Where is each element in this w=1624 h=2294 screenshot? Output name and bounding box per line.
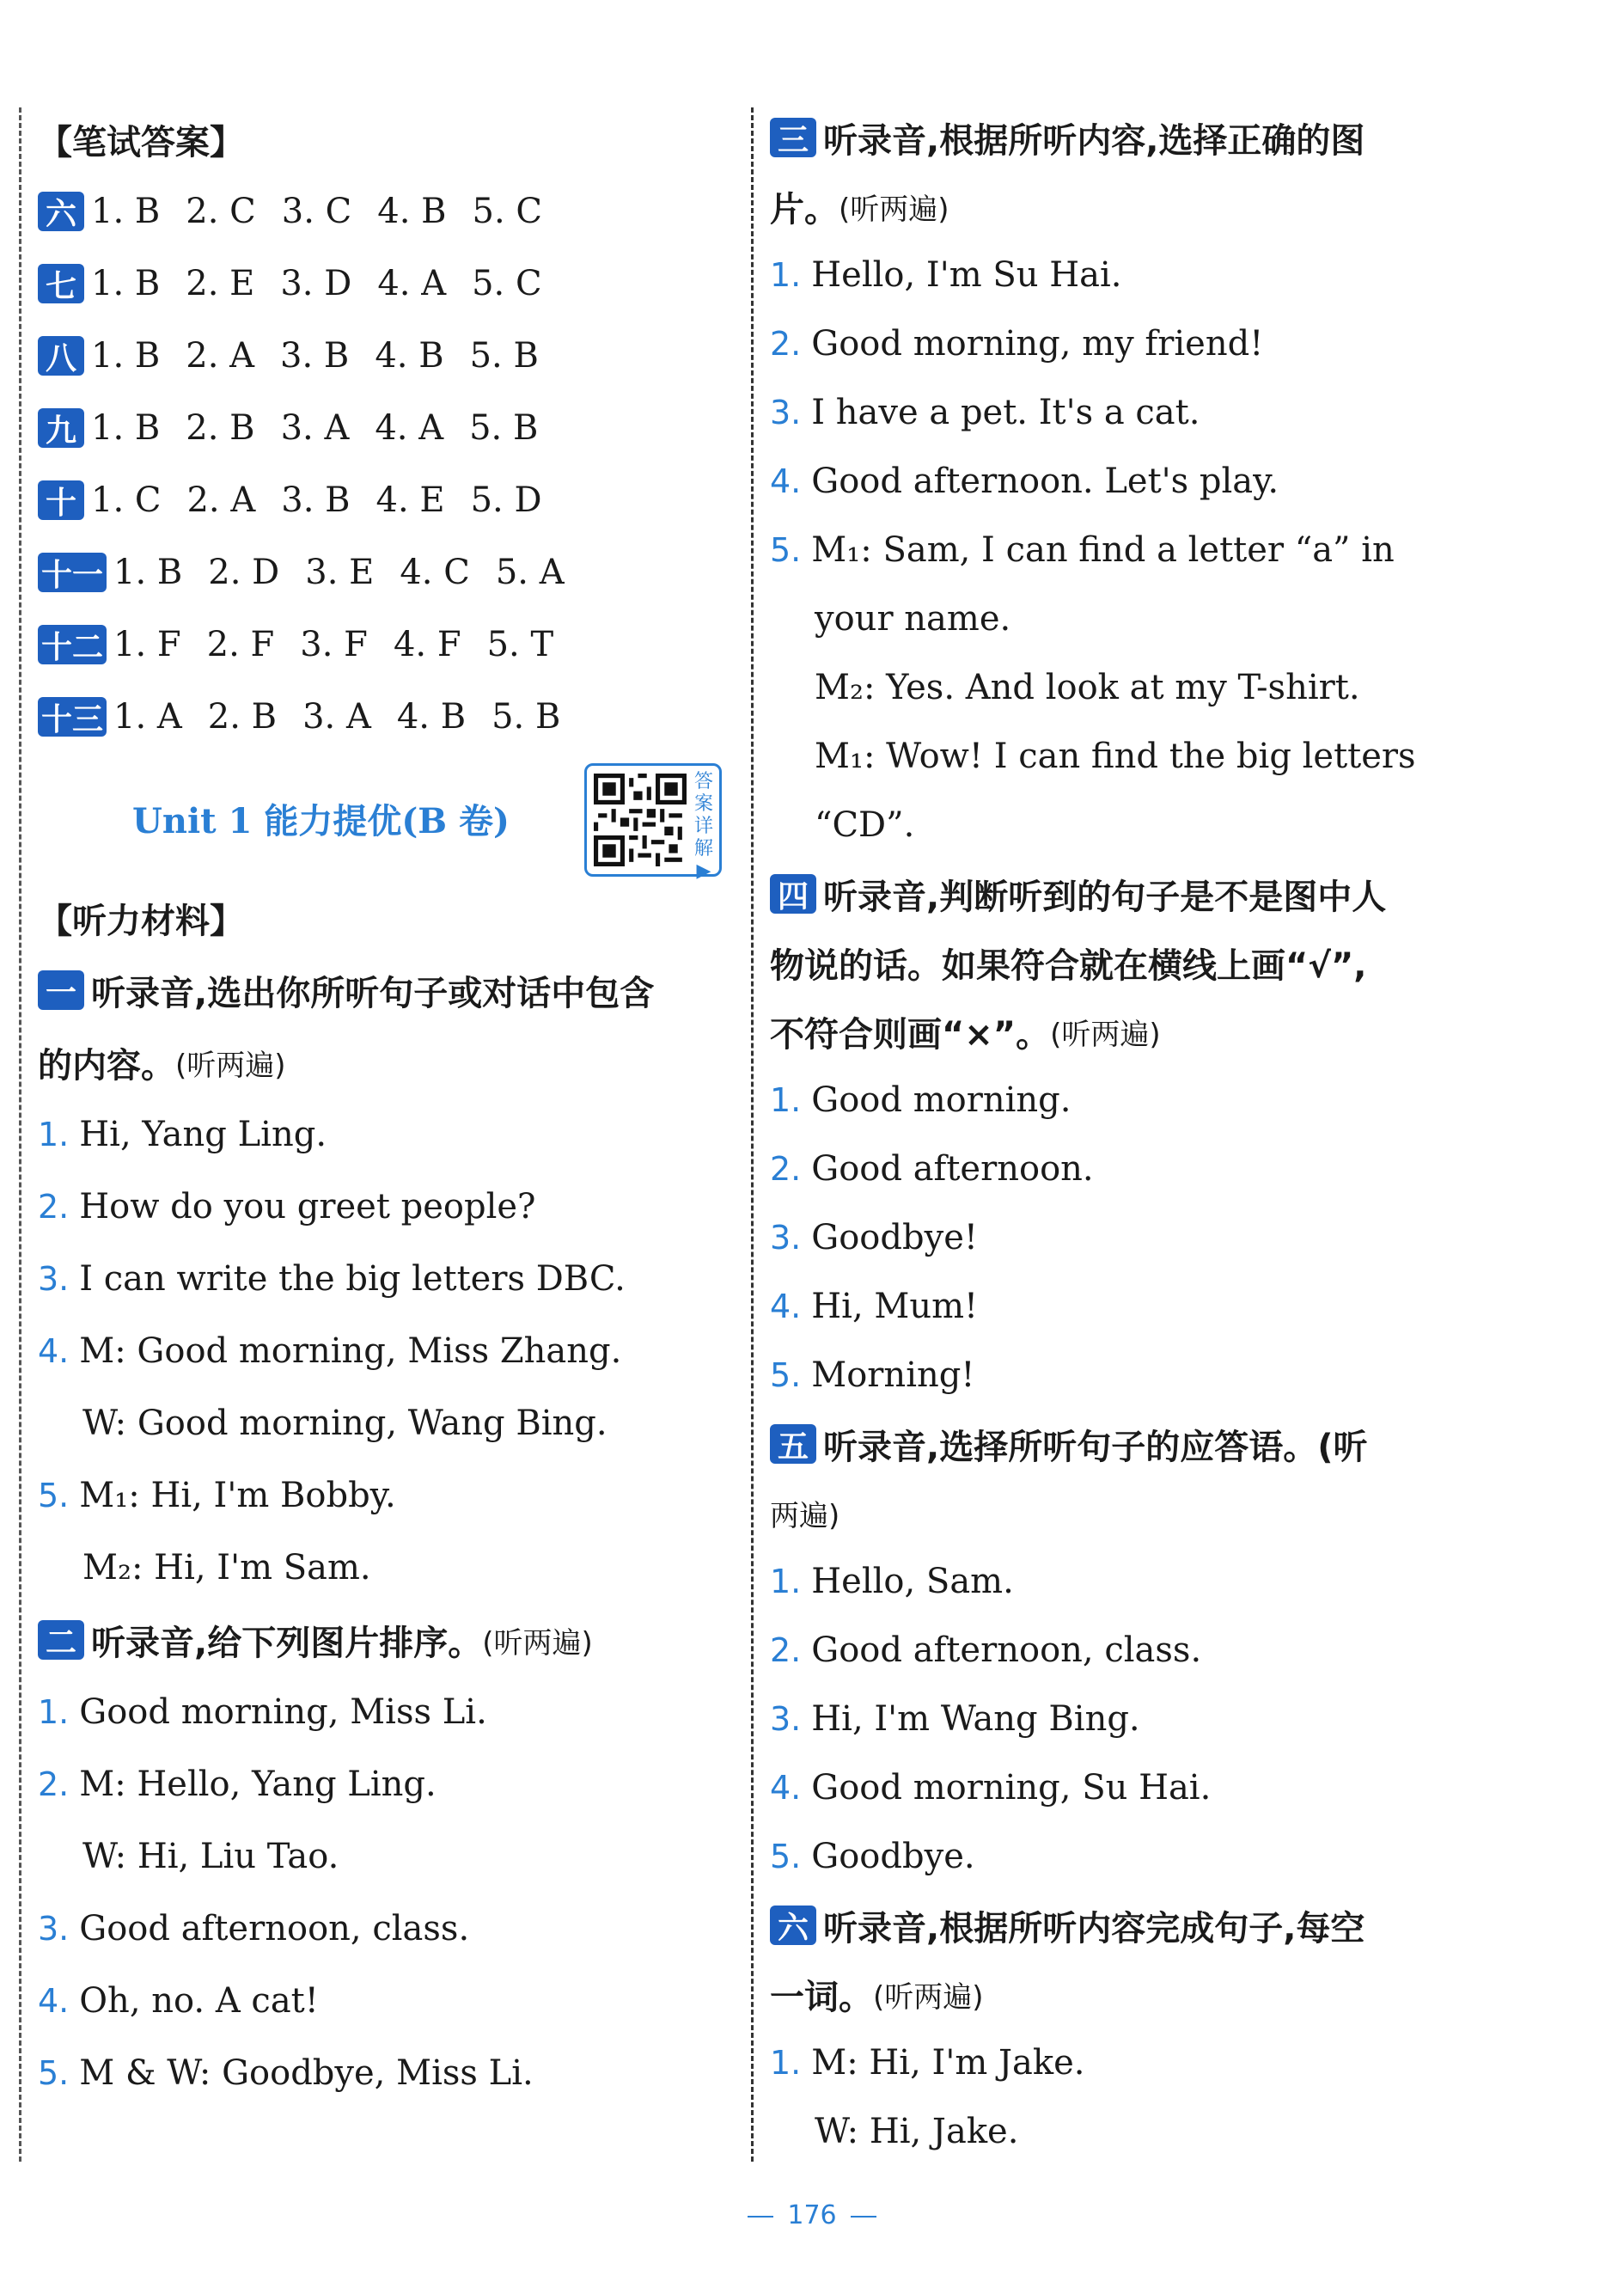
item-text: Good morning, Miss Li. xyxy=(79,1692,487,1732)
list-item xyxy=(770,584,1483,653)
section-title-cont: 两遍) xyxy=(770,1498,840,1533)
item-text: Good afternoon. xyxy=(811,1149,1094,1189)
answer-row-badge: 十三 xyxy=(38,697,107,737)
item-text: Oh, no. A cat! xyxy=(79,1981,319,2021)
answer-item: 3. C xyxy=(281,192,352,231)
answer-item: 3. A xyxy=(280,408,350,448)
item-number: 3. xyxy=(770,1700,802,1738)
item-text: Good afternoon, class. xyxy=(79,1909,470,1948)
list-item xyxy=(770,1203,1483,1272)
right-column xyxy=(770,103,1483,2166)
section-5-items xyxy=(770,1547,1483,1891)
list-item xyxy=(770,1272,1483,1341)
answer-item: 4. C xyxy=(400,553,470,592)
answer-item: 3. F xyxy=(300,625,368,664)
section-5 xyxy=(770,1410,1483,1891)
section-note: (听两遍) xyxy=(175,1048,286,1083)
qr-label: 答 案 详 解 ▶ xyxy=(693,771,713,882)
item-text: M & W: Goodbye, Miss Li. xyxy=(79,2053,534,2093)
section-badge: 四 xyxy=(770,874,816,914)
section-2 xyxy=(38,1604,736,2109)
answer-row xyxy=(38,609,736,681)
list-item xyxy=(38,1893,736,1965)
qr-code-icon xyxy=(594,773,687,867)
answer-item: 5. B xyxy=(491,697,561,737)
item-text: Good afternoon. Let's play. xyxy=(811,462,1279,501)
section-title-cont: 片。 xyxy=(770,189,839,229)
left-margin-divider xyxy=(19,107,21,2162)
item-text: M: Hi, I'm Jake. xyxy=(811,2043,1085,2083)
answer-item: 1. B xyxy=(91,264,161,303)
section-3 xyxy=(770,103,1483,859)
qr-code-box[interactable] xyxy=(584,763,722,882)
answer-item: 3. B xyxy=(280,336,350,376)
answer-item: 2. D xyxy=(208,553,280,592)
item-text: Good morning, Su Hai. xyxy=(811,1768,1212,1808)
answer-item: 5. T xyxy=(486,625,554,664)
item-number: 5. xyxy=(770,1356,802,1394)
answer-item: 1. B xyxy=(91,336,161,376)
list-item xyxy=(770,516,1483,584)
answer-item: 1. B xyxy=(91,192,161,231)
section-4-items xyxy=(770,1066,1483,1410)
section-title: 听录音,选出你所听句子或对话中包含 xyxy=(91,973,655,1013)
unit-title: Unit 1 能力提优(B 卷) xyxy=(132,801,510,841)
answer-item: 3. D xyxy=(280,264,352,303)
item-text: Goodbye! xyxy=(811,1218,978,1257)
item-number: 3. xyxy=(770,1219,802,1257)
list-item xyxy=(38,1965,736,2037)
answer-row xyxy=(38,392,736,464)
answer-row-badge: 七 xyxy=(38,264,84,303)
list-item xyxy=(38,1098,736,1171)
item-text: Hi, I'm Wang Bing. xyxy=(811,1699,1140,1739)
list-item xyxy=(770,791,1483,859)
list-item xyxy=(770,1341,1483,1410)
list-item xyxy=(770,1753,1483,1822)
answer-item: 4. B xyxy=(377,192,447,231)
list-item xyxy=(38,1387,736,1459)
section-badge: 五 xyxy=(770,1424,816,1464)
list-item xyxy=(770,653,1483,722)
list-item xyxy=(38,1243,736,1315)
list-item xyxy=(38,1459,736,1532)
list-item xyxy=(770,447,1483,516)
answer-item: 4. B xyxy=(375,336,444,376)
section-title: 听录音,给下列图片排序。 xyxy=(91,1623,483,1663)
list-item xyxy=(770,1135,1483,1203)
item-text: M₁: Hi, I'm Bobby. xyxy=(79,1476,396,1515)
section-note: (听两遍) xyxy=(873,1979,984,2015)
item-text: M: Hello, Yang Ling. xyxy=(79,1765,437,1804)
item-number: 1. xyxy=(38,1116,70,1153)
section-note: (听两遍) xyxy=(839,192,949,227)
item-text: Good morning, my friend! xyxy=(811,324,1264,364)
item-text: I can write the big letters DBC. xyxy=(79,1259,626,1299)
list-item xyxy=(770,1685,1483,1753)
item-text: M₁: Wow! I can find the big letters xyxy=(815,737,1416,776)
answer-item: 2. E xyxy=(186,264,255,303)
answer-row-badge: 九 xyxy=(38,408,84,448)
list-item xyxy=(38,1748,736,1820)
item-text: Goodbye. xyxy=(811,1837,975,1876)
answer-row-badge: 十一 xyxy=(38,553,107,592)
section-title: 听录音,选择所听句子的应答语。(听 xyxy=(823,1427,1368,1467)
answer-row xyxy=(38,536,736,609)
answer-item: 3. B xyxy=(281,480,351,520)
section-title-cont: 一词。 xyxy=(770,1977,873,2017)
list-item xyxy=(770,241,1483,309)
answer-item: 4. F xyxy=(393,625,461,664)
answer-item: 5. B xyxy=(469,408,539,448)
list-item xyxy=(38,2037,736,2109)
answer-row xyxy=(38,320,736,392)
item-text: your name. xyxy=(815,599,1011,639)
answer-item: 2. C xyxy=(186,192,256,231)
item-text: M₁: Sam, I can find a letter “a” in xyxy=(811,530,1395,570)
unit-title-block xyxy=(38,753,736,882)
list-item xyxy=(38,1315,736,1387)
answer-item: 1. C xyxy=(91,480,162,520)
item-number: 2. xyxy=(38,1765,70,1803)
list-item xyxy=(770,1616,1483,1685)
list-item xyxy=(770,2097,1483,2166)
answer-item: 1. B xyxy=(91,408,161,448)
section-title: 听录音,根据所听内容完成句子,每空 xyxy=(823,1908,1365,1948)
answer-item: 1. A xyxy=(113,697,182,737)
item-number: 5. xyxy=(38,2054,70,2092)
item-number: 1. xyxy=(770,1563,802,1600)
item-text: W: Good morning, Wang Bing. xyxy=(82,1404,607,1443)
list-item xyxy=(38,1820,736,1893)
listening-material-header: 【听力材料】 xyxy=(38,901,244,941)
item-number: 2. xyxy=(770,1150,802,1188)
answer-item: 2. A xyxy=(186,480,256,520)
answer-row xyxy=(38,464,736,536)
answer-item: 1. B xyxy=(113,553,183,592)
answer-item: 3. A xyxy=(302,697,371,737)
item-text: W: Hi, Jake. xyxy=(815,2112,1019,2151)
answer-row xyxy=(38,175,736,248)
answer-row-badge: 六 xyxy=(38,192,84,231)
answer-item: 4. A xyxy=(377,264,447,303)
section-title: 听录音,根据所听内容,选择正确的图 xyxy=(823,120,1365,161)
section-1-items xyxy=(38,1098,736,1604)
answer-list xyxy=(38,175,736,753)
item-number: 1. xyxy=(38,1693,70,1731)
list-item xyxy=(770,1547,1483,1616)
item-text: M₂: Hi, I'm Sam. xyxy=(82,1548,371,1587)
item-number: 4. xyxy=(38,1332,70,1370)
answer-row xyxy=(38,248,736,320)
answer-item: 1. F xyxy=(113,625,181,664)
item-text: Good morning. xyxy=(811,1080,1071,1120)
item-number: 3. xyxy=(38,1910,70,1948)
item-number: 2. xyxy=(38,1188,70,1226)
item-text: Hello, Sam. xyxy=(811,1562,1014,1601)
list-item xyxy=(770,378,1483,447)
written-answers-header: 【笔试答案】 xyxy=(38,122,244,162)
section-title: 听录音,判断听到的句子是不是图中人 xyxy=(823,877,1387,917)
item-number: 4. xyxy=(770,1769,802,1807)
item-text: M: Good morning, Miss Zhang. xyxy=(79,1331,622,1371)
item-text: How do you greet people? xyxy=(79,1187,536,1227)
item-number: 2. xyxy=(770,325,802,363)
answer-item: 4. A xyxy=(375,408,444,448)
answer-row-badge: 十 xyxy=(38,480,84,520)
item-text: M₂: Yes. And look at my T-shirt. xyxy=(815,668,1360,707)
section-title-cont: 的内容。 xyxy=(38,1045,175,1086)
answer-item: 4. B xyxy=(396,697,467,737)
answer-item: 5. A xyxy=(495,553,565,592)
answer-item: 5. B xyxy=(469,336,539,376)
item-text: Hi, Yang Ling. xyxy=(79,1115,327,1154)
item-number: 5. xyxy=(38,1477,70,1514)
section-badge: 二 xyxy=(38,1620,84,1660)
item-number: 1. xyxy=(770,256,802,294)
answer-item: 5. C xyxy=(472,192,543,231)
answer-item: 2. A xyxy=(186,336,255,376)
list-item xyxy=(770,309,1483,378)
item-number: 1. xyxy=(770,1081,802,1119)
item-number: 4. xyxy=(38,1982,70,2020)
section-4 xyxy=(770,859,1483,1410)
section-badge: 三 xyxy=(770,118,816,157)
item-text: “CD”. xyxy=(815,805,915,845)
section-6 xyxy=(770,1891,1483,2166)
section-badge: 六 xyxy=(770,1906,816,1945)
section-title-cont: 不符合则画“×”。 xyxy=(770,1014,1051,1055)
list-item xyxy=(38,1676,736,1748)
answer-item: 2. B xyxy=(207,697,278,737)
answer-item: 5. C xyxy=(472,264,542,303)
section-3-items xyxy=(770,241,1483,859)
section-note: (听两遍) xyxy=(1050,1017,1161,1052)
answer-row xyxy=(38,681,736,753)
left-column xyxy=(38,103,736,2109)
answer-item: 5. D xyxy=(470,480,542,520)
section-2-items xyxy=(38,1676,736,2109)
item-text: W: Hi, Liu Tao. xyxy=(82,1837,339,1876)
answer-item: 2. B xyxy=(186,408,255,448)
item-number: 3. xyxy=(38,1260,70,1298)
section-6-items xyxy=(770,2028,1483,2166)
item-number: 4. xyxy=(770,462,802,500)
column-divider xyxy=(751,107,754,2162)
list-item xyxy=(38,1171,736,1243)
item-text: I have a pet. It's a cat. xyxy=(811,393,1200,432)
list-item xyxy=(38,1532,736,1604)
answer-item: 4. E xyxy=(375,480,445,520)
answer-item: 2. F xyxy=(206,625,275,664)
item-number: 1. xyxy=(770,2044,802,2082)
section-1 xyxy=(38,954,736,1604)
item-number: 3. xyxy=(770,394,802,431)
list-item xyxy=(770,722,1483,791)
item-text: Morning! xyxy=(811,1355,975,1395)
list-item xyxy=(770,1066,1483,1135)
item-text: Hi, Mum! xyxy=(811,1287,979,1326)
list-item xyxy=(770,2028,1483,2097)
answer-item: 3. E xyxy=(305,553,375,592)
section-badge: 一 xyxy=(38,970,84,1010)
item-text: Good afternoon, class. xyxy=(811,1630,1202,1670)
list-item xyxy=(770,1822,1483,1891)
item-number: 2. xyxy=(770,1631,802,1669)
page-number: 176 xyxy=(0,2200,1624,2230)
item-number: 5. xyxy=(770,1838,802,1875)
answer-row-badge: 八 xyxy=(38,336,84,376)
item-number: 5. xyxy=(770,531,802,569)
item-number: 4. xyxy=(770,1288,802,1325)
section-title-cont: 物说的话。如果符合就在横线上画“√”, xyxy=(770,945,1367,986)
item-text: Hello, I'm Su Hai. xyxy=(811,255,1122,295)
section-note: (听两遍) xyxy=(482,1625,593,1661)
answer-row-badge: 十二 xyxy=(38,625,107,664)
